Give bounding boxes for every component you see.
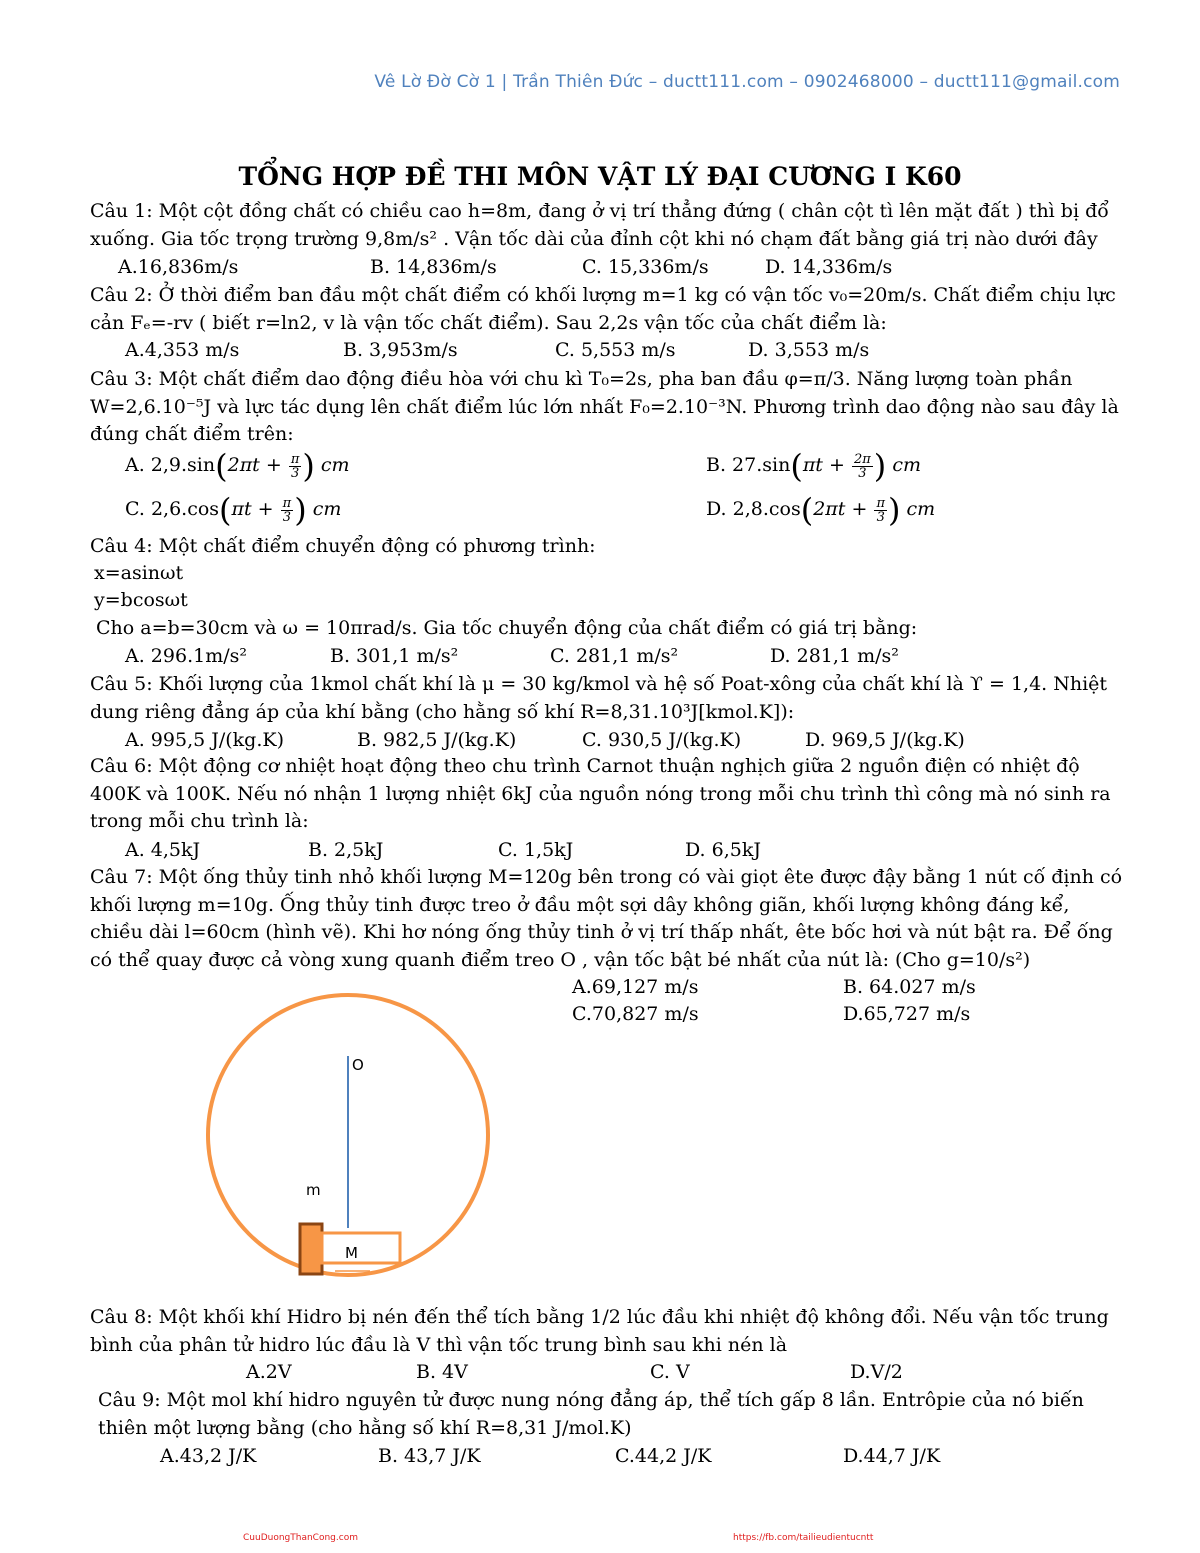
q7-option-d: D.65,727 m/s: [843, 1003, 971, 1025]
q2-option-b: B. 3,953m/s: [343, 339, 458, 361]
label-m: m: [306, 1181, 321, 1199]
tube-M: [322, 1233, 400, 1263]
q6-option-d: D. 6,5kJ: [685, 839, 761, 861]
footer-right-link[interactable]: https://fb.com/tailieudientucntt: [733, 1533, 874, 1543]
page-header: Vê Lờ Đờ Cờ 1 | Trần Thiên Đức – ductt111.com – 0902468000 – ductt111@gmail.com: [374, 72, 1120, 92]
q9-option-b: B. 43,7 J/K: [378, 1445, 481, 1467]
question-6-text: Câu 6: Một động cơ nhiệt hoạt động theo chu trình Carnot thuận nghịch giữa 2 nguồn điện có nhiệt độ 400K và 100K. Nếu nó nhận 1 lượng nhiệt 6kJ của nguồn nóng trong mỗi chu trình thì công mà nó sinh ra trong mỗi chu trình là:: [90, 755, 1111, 832]
q3-option-b: B. 27.sin(πt + $\frac{2\pi}{3}$ ) cm: [706, 447, 921, 485]
q9-option-c: C.44,2 J/K: [615, 1445, 712, 1467]
question-4-text: Câu 4: Một chất điểm chuyển động có phương trình:: [90, 535, 596, 557]
q5-option-c: C. 930,5 J/(kg.K): [582, 729, 742, 751]
q4-option-d: D. 281,1 m/s²: [770, 645, 899, 667]
q8-option-d: D.V/2: [850, 1361, 903, 1383]
q9-option-a: A.43,2 J/K: [160, 1445, 257, 1467]
q2-option-a: A.4,353 m/s: [125, 339, 240, 361]
q8-option-b: B. 4V: [416, 1361, 468, 1383]
q4-option-a: A. 296.1m/s²: [125, 645, 247, 667]
q4-given: Cho a=b=30cm và ω = 10πrad/s. Gia tốc chuyển động của chất điểm có giá trị bằng:: [96, 617, 918, 639]
q6-option-c: C. 1,5kJ: [498, 839, 574, 861]
q8-option-c: C. V: [650, 1361, 690, 1383]
q6-option-a: A. 4,5kJ: [125, 839, 201, 861]
q2-option-c: C. 5,553 m/s: [555, 339, 676, 361]
q5-option-d: D. 969,5 J/(kg.K): [805, 729, 965, 751]
q1-option-c: C. 15,336m/s: [582, 256, 709, 278]
q9-option-d: D.44,7 J/K: [843, 1445, 941, 1467]
page-title: TỔNG HỢP ĐỀ THI MÔN VẬT LÝ ĐẠI CƯƠNG I K60: [238, 162, 962, 191]
q8-option-a: A.2V: [246, 1361, 292, 1383]
label-M: M: [345, 1244, 358, 1262]
q1-option-a: A.16,836m/s: [118, 256, 239, 278]
q3-option-d: D. 2,8.cos(2πt + $\frac{\pi}{3}$ ) cm: [706, 491, 936, 529]
cork-m: [300, 1224, 322, 1274]
q5-option-a: A. 995,5 J/(kg.K): [125, 729, 284, 751]
q5-option-b: B. 982,5 J/(kg.K): [357, 729, 517, 751]
q7-figure: [200, 990, 500, 1290]
label-o: O: [352, 1056, 364, 1074]
q7-option-c: C.70,827 m/s: [572, 1003, 699, 1025]
q3-option-c: C. 2,6.cos(πt + $\frac{\pi}{3}$ ) cm: [125, 491, 342, 529]
footer-left-link[interactable]: CuuDuongThanCong.com: [243, 1533, 358, 1543]
q7-option-b: B. 64.027 m/s: [843, 976, 976, 998]
q7-option-a: A.69,127 m/s: [572, 976, 699, 998]
q4-option-b: B. 301,1 m/s²: [330, 645, 459, 667]
q1-option-b: B. 14,836m/s: [370, 256, 497, 278]
q4-option-c: C. 281,1 m/s²: [550, 645, 679, 667]
q6-option-b: B. 2,5kJ: [308, 839, 384, 861]
q4-equation-y: y=bcosωt: [94, 589, 188, 611]
q3-option-a: A. 2,9.sin(2πt + $\frac{\pi}{3}$ ) cm: [125, 447, 350, 485]
q1-option-d: D. 14,336m/s: [765, 256, 893, 278]
question-3-text: Câu 3: Một chất điểm dao động điều hòa với chu kì T₀=2s, pha ban đầu φ=π/3. Năng lượng toàn phần W=2,6.10⁻⁵J và lực tác dụng lên chất điểm lúc lớn nhất F₀=2.10⁻³N. Phương trình dao động nào sau đây là đúng chất điểm trên:: [90, 368, 1119, 445]
question-2-text: Câu 2: Ở thời điểm ban đầu một chất điểm có khối lượng m=1 kg có vận tốc v₀=20m/s. Chất điểm chịu lực cản Fₑ=-rv ( biết r=ln2, v là vận tốc chất điểm). Sau 2,2s vận tốc của chất điểm là:: [90, 284, 1116, 334]
q4-equation-x: x=asinωt: [94, 562, 184, 584]
question-1-text: Câu 1: Một cột đồng chất có chiều cao h=8m, đang ở vị trí thẳng đứng ( chân cột tì lên mặt đất ) thì bị đổ xuống. Gia tốc trọng trường 9,8m/s² . Vận tốc dài của đỉnh cột khi nó chạm đất bằng giá trị nào dưới đây: [90, 200, 1109, 250]
question-5-text: Câu 5: Khối lượng của 1kmol chất khí là μ = 30 kg/kmol và hệ số Poat-xông của chất khí là ϒ = 1,4. Nhiệt dung riêng đẳng áp của khí bằng (cho hằng số khí R=8,31.10³J[kmol.K]):: [90, 673, 1108, 723]
question-8-text: Câu 8: Một khối khí Hidro bị nén đến thể tích bằng 1/2 lúc đầu khi nhiệt độ không đổi. Nếu vận tốc trung bình của phân tử hidro lúc đầu là V thì vận tốc trung bình sau khi nén là: [90, 1306, 1109, 1356]
q2-option-d: D. 3,553 m/s: [748, 339, 870, 361]
question-7-text: Câu 7: Một ống thủy tinh nhỏ khối lượng M=120g bên trong có vài giọt ête được đậy bằng 1 nút cố định có khối lượng m=10g. Ống thủy tinh được treo ở đầu một sợi dây không giãn, khối lượng không đáng kể, chiều dài l=60cm (hình vẽ). Khi hơ nóng ống thủy tinh ở vị trí thấp nhất, ête bốc hơi và nút bật ra. Để ống có thể quay được cả vòng xung quanh điểm treo O , vận tốc bật bé nhất của nút là: (Cho g=10/s²): [90, 866, 1123, 971]
question-9-text: Câu 9: Một mol khí hidro nguyên tử được nung nóng đẳng áp, thể tích gấp 8 lần. Entrôpie của nó biến thiên một lượng bằng (cho hằng số khí R=8,31 J/mol.K): [98, 1389, 1084, 1439]
